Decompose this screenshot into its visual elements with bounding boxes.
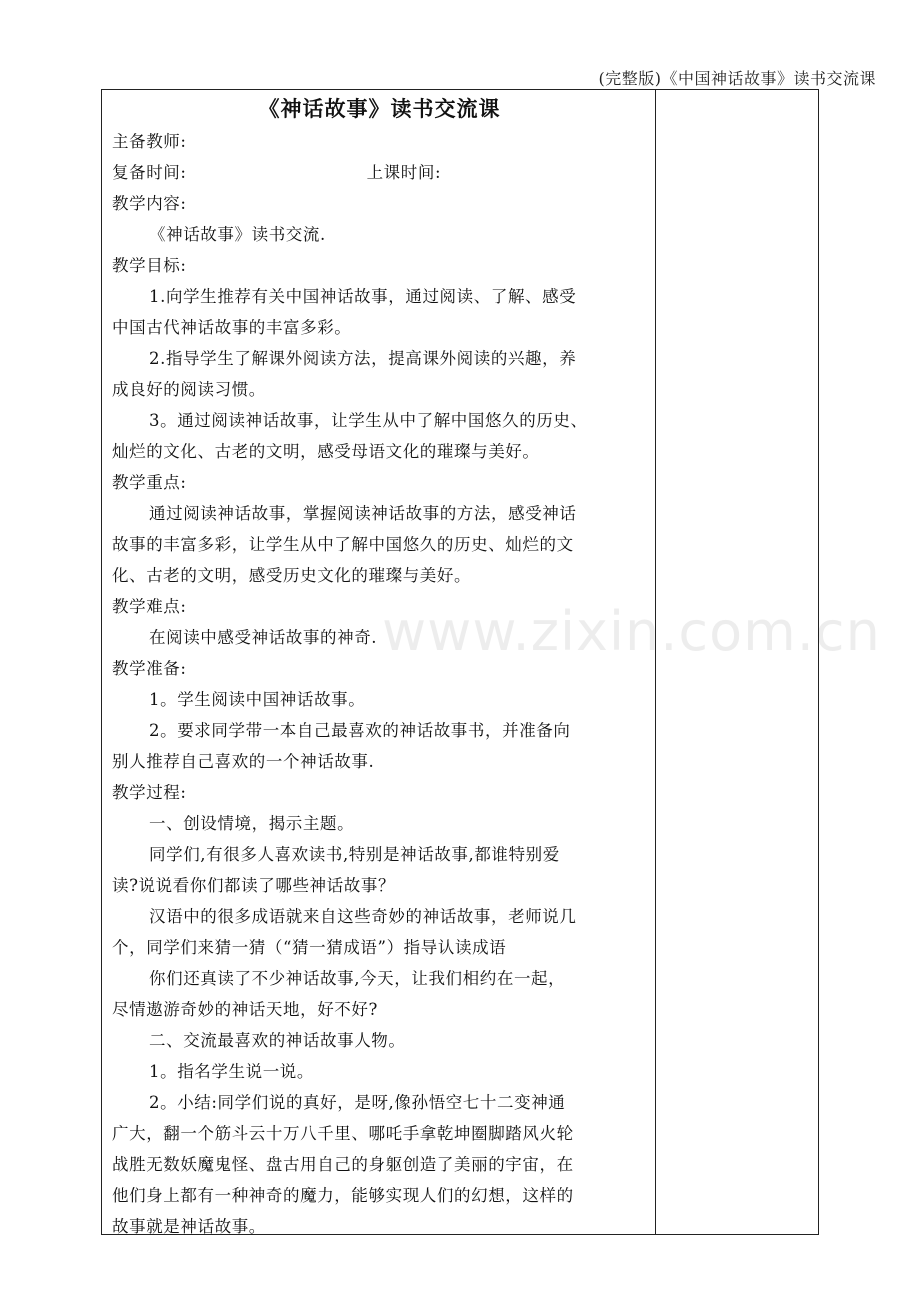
step-2-title: 二、交流最喜欢的神话故事人物。	[149, 1031, 406, 1050]
goal-3-line-1: 3。通过阅读神话故事，让学生从中了解中国悠久的历史、	[149, 411, 588, 430]
process-label: 教学过程:	[112, 783, 187, 802]
main-cell	[112, 92, 647, 1242]
page-header: (完整版)《中国神话故事》读书交流课	[598, 69, 876, 88]
lesson-plan-table	[101, 89, 819, 1235]
step-1-para-2-line-1: 汉语中的很多成语就来自这些奇妙的神话故事，老师说几	[149, 907, 577, 926]
step-1-title: 一、创设情境，揭示主题。	[149, 814, 355, 833]
preparation-label: 教学准备:	[112, 659, 187, 678]
review-time-label: 复备时间:	[112, 163, 187, 182]
difficulty-label: 教学难点:	[112, 597, 187, 616]
content-text: 《神话故事》读书交流.	[149, 225, 326, 244]
step-1-para-1-line-1: 同学们,有很多人喜欢读书,特别是神话故事,都谁特别爱	[149, 845, 560, 864]
lesson-title: 《神话故事》读书交流课	[258, 96, 501, 121]
preparation-1: 1。学生阅读中国神话故事。	[149, 690, 366, 709]
goals-label: 教学目标:	[112, 256, 187, 275]
goal-3-line-2: 灿烂的文化、古老的文明，感受母语文化的璀璨与美好。	[112, 442, 540, 461]
content-label: 教学内容:	[112, 194, 187, 213]
step-2-item-1: 1。指名学生说一说。	[149, 1062, 314, 1081]
goal-1-line-2: 中国古代神话故事的丰富多彩。	[112, 318, 352, 337]
goal-1-line-1: 1.向学生推荐有关中国神话故事，通过阅读、了解、感受	[149, 287, 577, 306]
goal-2-line-2: 成良好的阅读习惯。	[112, 380, 266, 399]
step-1-para-3-line-1: 你们还真读了不少神话故事,今天，让我们相约在一起，	[149, 969, 566, 988]
key-points-line-3: 化、古老的文明，感受历史文化的璀璨与美好。	[112, 566, 472, 585]
step-1-para-2-line-2: 个，同学们来猜一猜（“猜一猜成语”）指导认读成语	[112, 938, 507, 957]
step-2-item-2-line-2: 广大，翻一个筋斗云十万八千里、哪吒手拿乾坤圈脚踏风火轮	[112, 1124, 574, 1143]
step-2-item-2-line-4: 他们身上都有一种神奇的魔力，能够实现人们的幻想，这样的	[112, 1186, 574, 1205]
goal-2-line-1: 2.指导学生了解课外阅读方法，提高课外阅读的兴趣，养	[149, 349, 577, 368]
teacher-label: 主备教师:	[112, 132, 187, 151]
preparation-2-line-2: 别人推荐自己喜欢的一个神话故事.	[112, 752, 375, 771]
step-2-item-2-line-1: 2。小结:同学们说的真好，是呀,像孙悟空七十二变神通	[149, 1093, 566, 1112]
watermark: www.zixin.com.cn	[382, 600, 881, 663]
step-1-para-3-line-2: 尽情遨游奇妙的神话天地，好不好?	[112, 1000, 378, 1019]
difficulty-text: 在阅读中感受神话故事的神奇.	[149, 628, 378, 647]
step-2-item-2-line-3: 战胜无数妖魔鬼怪、盘古用自己的身躯创造了美丽的宇宙，在	[112, 1155, 574, 1174]
key-points-line-2: 故事的丰富多彩，让学生从中了解中国悠久的历史、灿烂的文	[112, 535, 574, 554]
step-1-para-1-line-2: 读?说说看你们都读了哪些神话故事？	[112, 876, 396, 895]
column-divider	[655, 90, 656, 1234]
key-points-line-1: 通过阅读神话故事，掌握阅读神话故事的方法，感受神话	[149, 504, 577, 523]
time-row	[112, 157, 647, 188]
key-points-label: 教学重点:	[112, 473, 187, 492]
step-2-item-2-line-5: 故事就是神话故事。	[112, 1217, 266, 1236]
class-time-label: 上课时间:	[366, 163, 442, 182]
preparation-2-line-1: 2。要求同学带一本自己最喜欢的神话故事书，并准备向	[149, 721, 571, 740]
